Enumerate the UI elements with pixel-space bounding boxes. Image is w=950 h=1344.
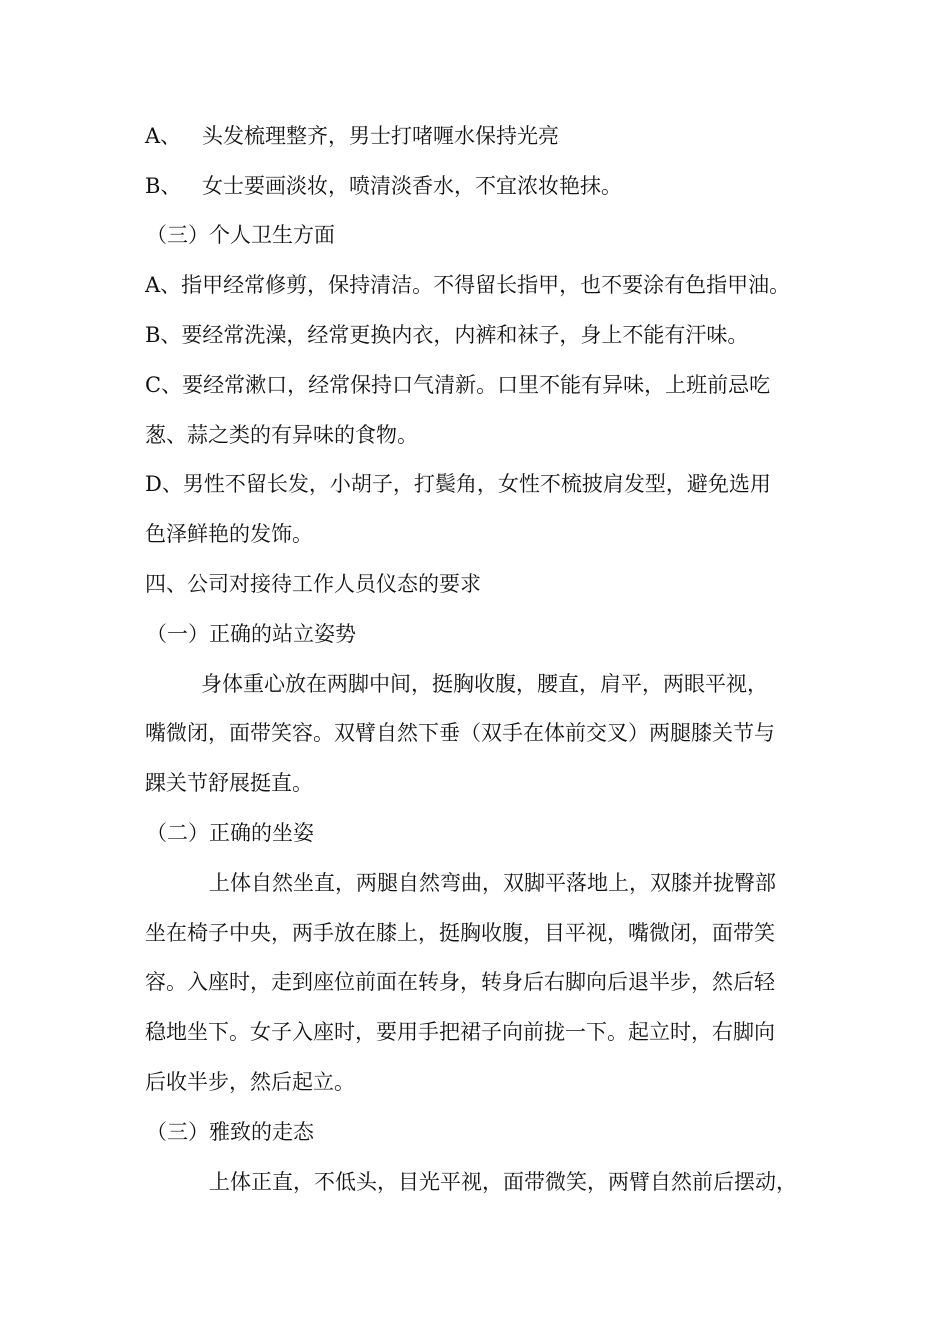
paragraph-line: 上体自然坐直，两腿自然弯曲，双脚平落地上，双膝并拢臀部 xyxy=(209,871,776,895)
paragraph-line: 坐在椅子中央，两手放在膝上，挺胸收腹，目平视，嘴微闭，面带笑 xyxy=(145,921,775,945)
section-heading-posture: 四、公司对接待工作人员仪态的要求 xyxy=(145,572,481,596)
subsection-heading-sitting: （二）正确的坐姿 xyxy=(146,821,314,845)
section-heading-hygiene: （三）个人卫生方面 xyxy=(146,223,335,247)
paragraph-line: 容。入座时，走到座位前面在转身，转身后右脚向后退半步，然后轻 xyxy=(145,970,775,994)
list-marker: B、 xyxy=(145,174,182,198)
paragraph-line: 踝关节舒展挺直。 xyxy=(145,771,313,795)
paragraph-line: 嘴微闭，面带笑容。双臂自然下垂（双手在体前交叉）两腿膝关节与 xyxy=(145,721,775,745)
subsection-heading-walking: （三）雅致的走态 xyxy=(146,1120,314,1144)
list-marker: A、 xyxy=(145,124,182,148)
paragraph-line: 身体重心放在两脚中间，挺胸收腹，腰直，肩平，两眼平视， xyxy=(201,672,768,696)
line-text: 头发梳理整齐，男士打啫喱水保持光亮 xyxy=(202,124,559,148)
paragraph-line: A、指甲经常修剪，保持清洁。不得留长指甲，也不要涂有色指甲油。 xyxy=(145,273,791,297)
paragraph-line: 稳地坐下。女子入座时，要用手把裙子向前拢一下。起立时，右脚向 xyxy=(145,1020,775,1044)
paragraph-line: C、要经常漱口，经常保持口气清新。口里不能有异味，上班前忌吃 xyxy=(145,373,771,397)
paragraph-line: 上体正直，不低头，目光平视，面带微笑，两臂自然前后摆动， xyxy=(209,1170,797,1194)
list-item-a-hair xyxy=(145,122,559,150)
paragraph-line: 后收半步，然后起立。 xyxy=(145,1070,355,1094)
paragraph-line: 葱、蒜之类的有异味的食物。 xyxy=(145,423,418,447)
paragraph-line: 色泽鲜艳的发饰。 xyxy=(145,522,313,546)
paragraph-line: B、要经常洗澡，经常更换内衣，内裤和袜子，身上不能有汗味。 xyxy=(145,323,749,347)
line-text: 女士要画淡妆，喷清淡香水，不宜浓妆艳抹。 xyxy=(202,174,622,198)
paragraph-line: D、男性不留长发，小胡子，打鬓角，女性不梳披肩发型，避免选用 xyxy=(145,472,771,496)
subsection-heading-standing: （一）正确的站立姿势 xyxy=(146,622,356,646)
list-item-b-makeup xyxy=(145,172,622,200)
